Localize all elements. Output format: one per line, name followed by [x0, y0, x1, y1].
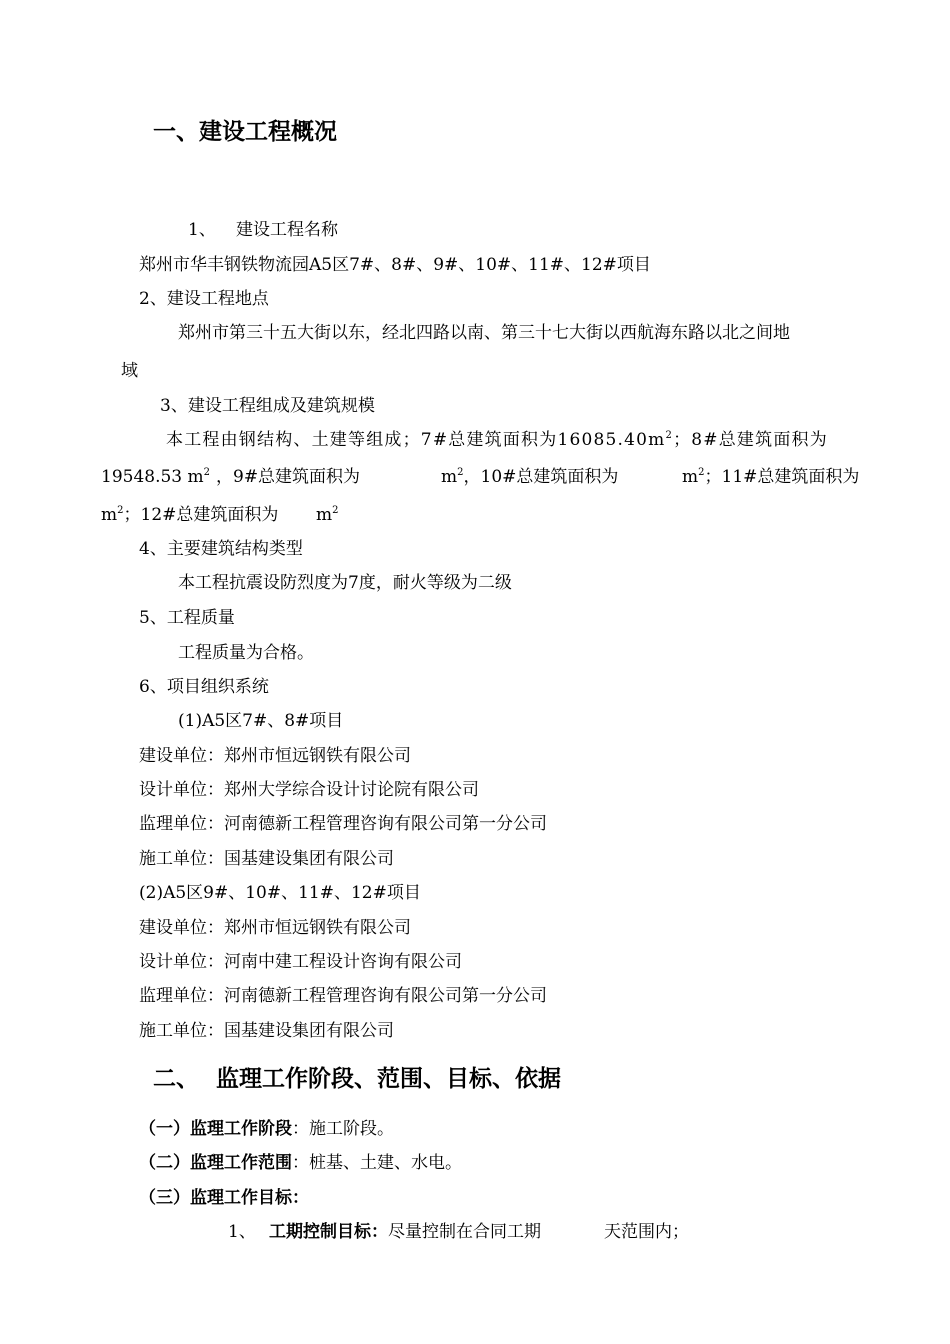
item3-text-line1 — [166, 429, 828, 451]
supervision-goal-label: （三）监理工作目标： — [139, 1188, 309, 1208]
org-group2-row: 施工单位：国基建设集团有限公司 — [139, 1021, 394, 1041]
section1-title: 一、建设工程概况 — [153, 119, 337, 145]
goal1-label: 工期控制目标： — [269, 1222, 388, 1242]
area-unit-superscript: 2 — [665, 430, 674, 441]
item5-value: 工程质量为合格。 — [178, 643, 314, 663]
item4-value: 本工程抗震设防烈度为7度，耐火等级为二级 — [178, 573, 512, 593]
supervision-stage-value: ：施工阶段。 — [292, 1119, 394, 1139]
area-unit-superscript: 2 — [457, 467, 464, 478]
goal1-number: 1、 — [228, 1222, 256, 1242]
item3-area-8: 19548.53 m — [101, 467, 204, 487]
item3-label-12: ；12#总建筑面积为 — [123, 505, 279, 525]
item6-label: 6、项目组织系统 — [139, 677, 269, 697]
org-group1-title: (1)A5区7#、8#项目 — [178, 711, 344, 731]
org-group1-row: 监理单位：河南德新工程管理咨询有限公司第一分公司 — [139, 814, 547, 834]
org-group1-row: 设计单位：郑州大学综合设计讨论院有限公司 — [139, 780, 479, 800]
area-unit: m — [441, 467, 458, 487]
item3-unit-10 — [682, 466, 859, 488]
item3-text-line3 — [101, 504, 278, 526]
org-group1-row: 建设单位：郑州市恒远钢铁有限公司 — [139, 746, 411, 766]
goal1-value-b: 天范围内； — [604, 1222, 689, 1242]
item1-value: 郑州市华丰钢铁物流园A5区7#、8#、9#、10#、11#、12#项目 — [139, 255, 651, 275]
item3-label: 3、建设工程组成及建筑规模 — [160, 396, 375, 416]
item1-number: 1、 — [188, 220, 216, 240]
item2-value-line2: 域 — [121, 361, 138, 381]
section2-title: 监理工作阶段、范围、目标、依据 — [216, 1066, 561, 1092]
org-group2-row: 监理单位：河南德新工程管理咨询有限公司第一分公司 — [139, 986, 547, 1006]
item2-value-line1: 郑州市第三十五大街以东，经北四路以南、第三十七大街以西航海东路以北之间地 — [178, 323, 790, 343]
area-unit-superscript: 2 — [203, 467, 211, 478]
item3-unit-12 — [316, 504, 339, 526]
area-unit: m — [316, 505, 333, 525]
org-group1-row: 施工单位：国基建设集团有限公司 — [139, 849, 394, 869]
item3-label-10: ，10#总建筑面积为 — [463, 467, 619, 487]
item1-label: 建设工程名称 — [236, 220, 338, 240]
item3-text-7: 本工程由钢结构、土建等组成；7#总建筑面积为16085.40m — [166, 430, 666, 450]
org-group2-row: 设计单位：河南中建工程设计咨询有限公司 — [139, 952, 462, 972]
supervision-scope-value: ：桩基、土建、水电。 — [292, 1153, 462, 1173]
supervision-scope-label: （二）监理工作范围 — [139, 1153, 292, 1173]
area-unit-superscript: 2 — [332, 505, 339, 516]
item3-label-11: ；11#总建筑面积为 — [704, 467, 860, 487]
item2-label: 2、建设工程地点 — [139, 289, 269, 309]
area-unit: m — [101, 505, 118, 525]
item3-text-8: ；8#总建筑面积为 — [673, 430, 828, 450]
supervision-scope — [139, 1152, 462, 1174]
area-unit: m — [682, 467, 699, 487]
org-group2-row: 建设单位：郑州市恒远钢铁有限公司 — [139, 918, 411, 938]
section2-title-number: 二、 — [153, 1066, 199, 1092]
item3-unit-9 — [441, 466, 618, 488]
item3-text-line2 — [101, 466, 210, 488]
goal1-line — [269, 1221, 541, 1243]
goal1-value-a: 尽量控制在合同工期 — [388, 1222, 541, 1242]
area-unit-superscript: 2 — [698, 467, 705, 478]
item3-label-9: ，9#总建筑面积为 — [216, 467, 361, 487]
item4-label: 4、主要建筑结构类型 — [139, 539, 303, 559]
item5-label: 5、工程质量 — [139, 608, 235, 628]
supervision-stage-label: （一）监理工作阶段 — [139, 1119, 292, 1139]
org-group2-title: (2)A5区9#、10#、11#、12#项目 — [139, 883, 421, 903]
supervision-stage — [139, 1118, 394, 1140]
area-unit-superscript: 2 — [117, 505, 124, 516]
